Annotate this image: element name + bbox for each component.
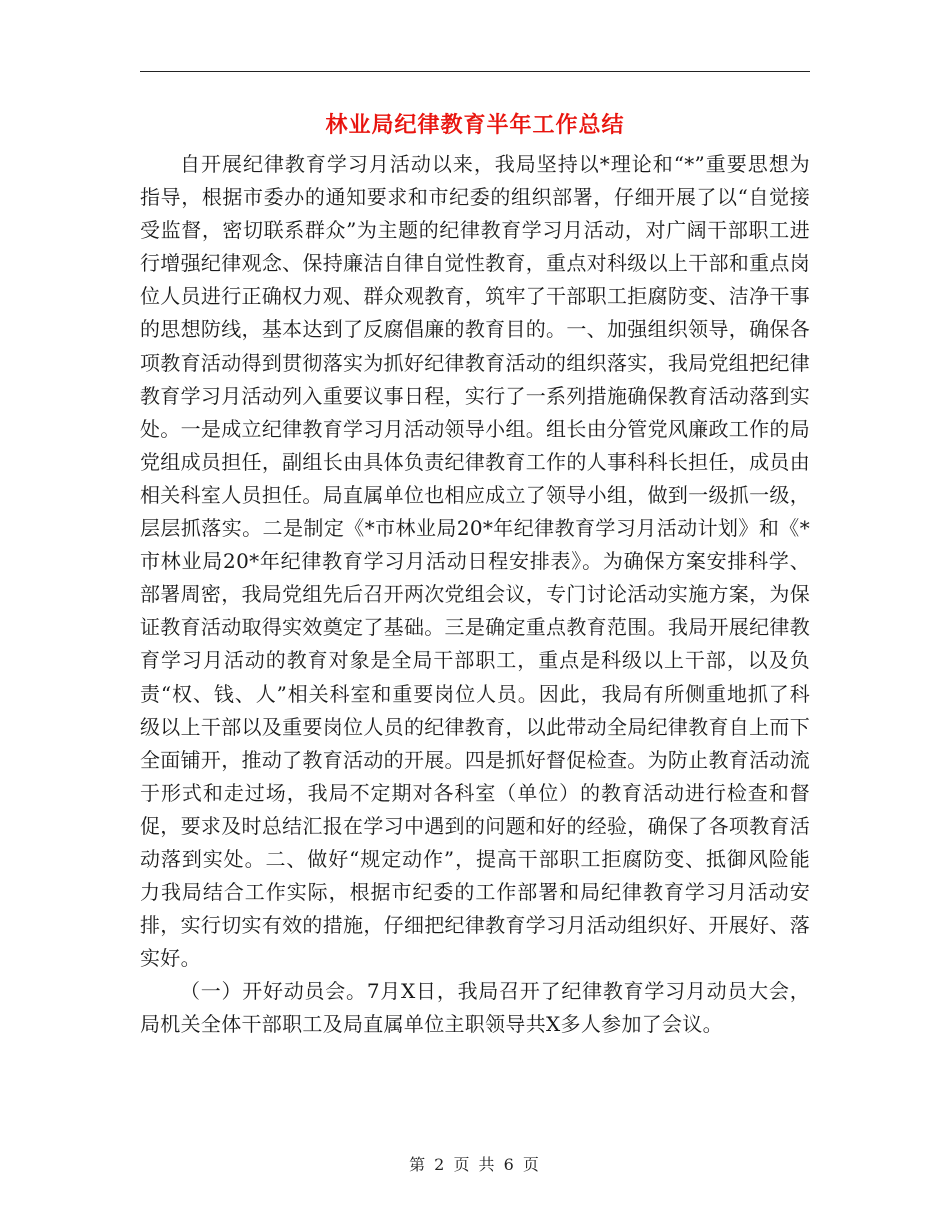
- page-number-footer: 第 2 页 共 6 页: [409, 1155, 541, 1174]
- document-title: 林业局纪律教育半年工作总结: [325, 113, 625, 138]
- body-paragraph-2: （一）开好动员会。7月X日，我局召开了纪律教育学习月动员大会，局机关全体干部职工及局直属单位主职领导共X多人参加了会议。: [140, 979, 810, 1037]
- header-rule: [140, 71, 810, 72]
- body-paragraph-1: 自开展纪律教育学习月活动以来，我局坚持以*理论和“*”重要思想为指导，根据市委办的通知要求和市纪委的组织部署，仔细开展了以“自觉接受监督，密切联系群众”为主题的纪律教育学习月活动，对广阔干部职工进行增强纪律观念、保持廉洁自律自觉性教育，重点对科级以上干部和重点岗位人员进行正确权力观、群众观教育，筑牢了干部职工拒腐防变、洁净干事的思想防线，基本达到了反腐倡廉的教育目的。一、加强组织领导，确保各项教育活动得到贯彻落实为抓好纪律教育活动的组织落实，我局党组把纪律教育学习月活动列入重要议事日程，实行了一系列措施确保教育活动落到实处。一是成立纪律教育学习月活动领导小组。组长由分管党风廉政工作的局党组成员担任，副组长由具体负责纪律教育工作的人事科科长担任，成员由相关科室人员担任。局直属单位也相应成立了领导小组，做到一级抓一级，层层抓落实。二是制定《*市林业局20*年纪律教育学习月活动计划》和《*市林业局20*年纪律教育学习月活动日程安排表》。为确保方案安排科学、部署周密，我局党组先后召开两次党组会议，专门讨论活动实施方案，为保证教育活动取得实效奠定了基础。三是确定重点教育范围。我局开展纪律教育学习月活动的教育对象是全局干部职工，重点是科级以上干部，以及负责“权、钱、人”相关科室和重要岗位人员。因此，我局有所侧重地抓了科级以上干部以及重要岗位人员的纪律教育，以此带动全局纪律教育自上而下全面铺开，推动了教育活动的开展。四是抓好督促检查。为防止教育活动流于形式和走过场，我局不定期对各科室（单位）的教育活动进行检查和督促，要求及时总结汇报在学习中遇到的问题和好的经验，确保了各项教育活动落到实处。二、做好“规定动作”，提高干部职工拒腐防变、抵御风险能力我局结合工作实际，根据市纪委的工作部署和局纪律教育学习月活动安排，实行切实有效的措施，仔细把纪律教育学习月活动组织好、开展好、落实好。: [140, 152, 810, 971]
- document-body: [140, 148, 810, 1042]
